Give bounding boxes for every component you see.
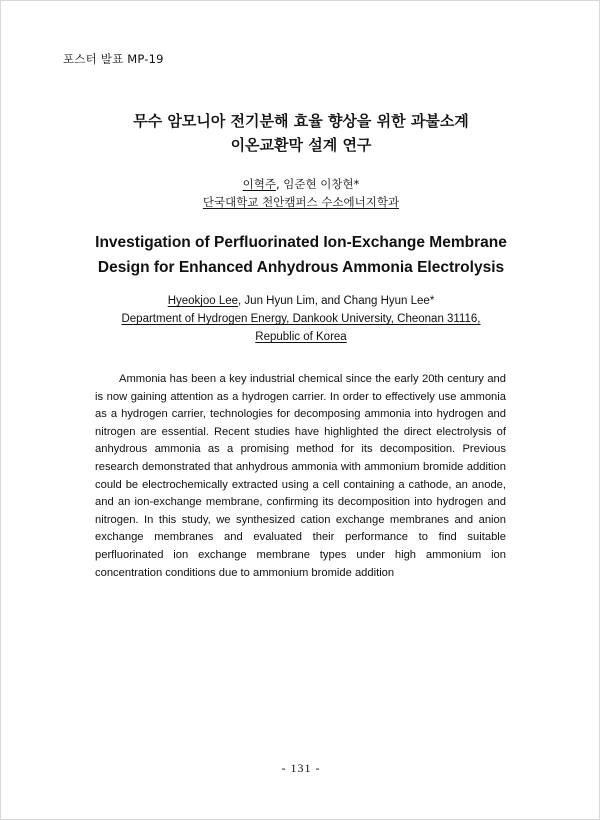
korean-title	[1, 109, 600, 157]
korean-title-line-2: 이온교환막 설계 연구	[230, 136, 372, 154]
korean-authors-block	[1, 175, 600, 211]
english-authors	[1, 292, 600, 310]
korean-title-line-1: 무수 암모니아 전기분해 효율 향상을 위한 과불소계	[133, 112, 469, 130]
english-affiliation-line-2: Republic of Korea	[255, 331, 347, 343]
abstract-text: Ammonia has been a key industrial chemical since the early 20th century and is now gaining attention as a hydrogen carrier. In order to effectively use ammonia as a hydrogen carrier, technologies for decomposing ammonia into hydrogen and nitrogen are essential. Recent studies have highlighted the direct electrolysis of anhydrous ammonia as a promising method for its decomposition. Previous research demonstrated that anhydrous ammonia with ammonium bromide addition could be electrochemically extracted using a cell containing a cathode, an anode, and an ion-exchange membrane, confirming its decomposition into hydrogen and nitrogen. In this study, we synthesized cation exchange membranes and anion exchange membranes and evaluated their performance to find suitable perfluorinated ion exchange membrane types under high ammonium ion concentration conditions due to ammonium bromide addition	[95, 373, 506, 579]
english-authors-block	[1, 292, 600, 346]
korean-coauthors: , 임준현 이창현*	[275, 177, 360, 191]
korean-affiliation: 단국대학교 천안캠퍼스 수소에너지학과	[202, 195, 400, 209]
english-title-line-1: Investigation of Perfluorinated Ion-Exchange Membrane	[95, 234, 507, 251]
english-presenting-author: Hyeokjoo Lee	[167, 295, 239, 307]
english-title	[1, 230, 600, 280]
korean-presenting-author: 이혁주	[242, 177, 276, 191]
session-label: 포스터 발표 MP-19	[63, 52, 164, 66]
english-coauthors: , Jun Hyun Lim, and Chang Hyun Lee*	[238, 295, 435, 307]
english-title-line-2: Design for Enhanced Anhydrous Ammonia Electrolysis	[97, 259, 505, 276]
page-number: - 131 -	[281, 761, 321, 775]
korean-authors	[1, 175, 600, 193]
english-affiliation-line-1: Department of Hydrogen Energy, Dankook University, Cheonan 31116,	[121, 313, 481, 325]
